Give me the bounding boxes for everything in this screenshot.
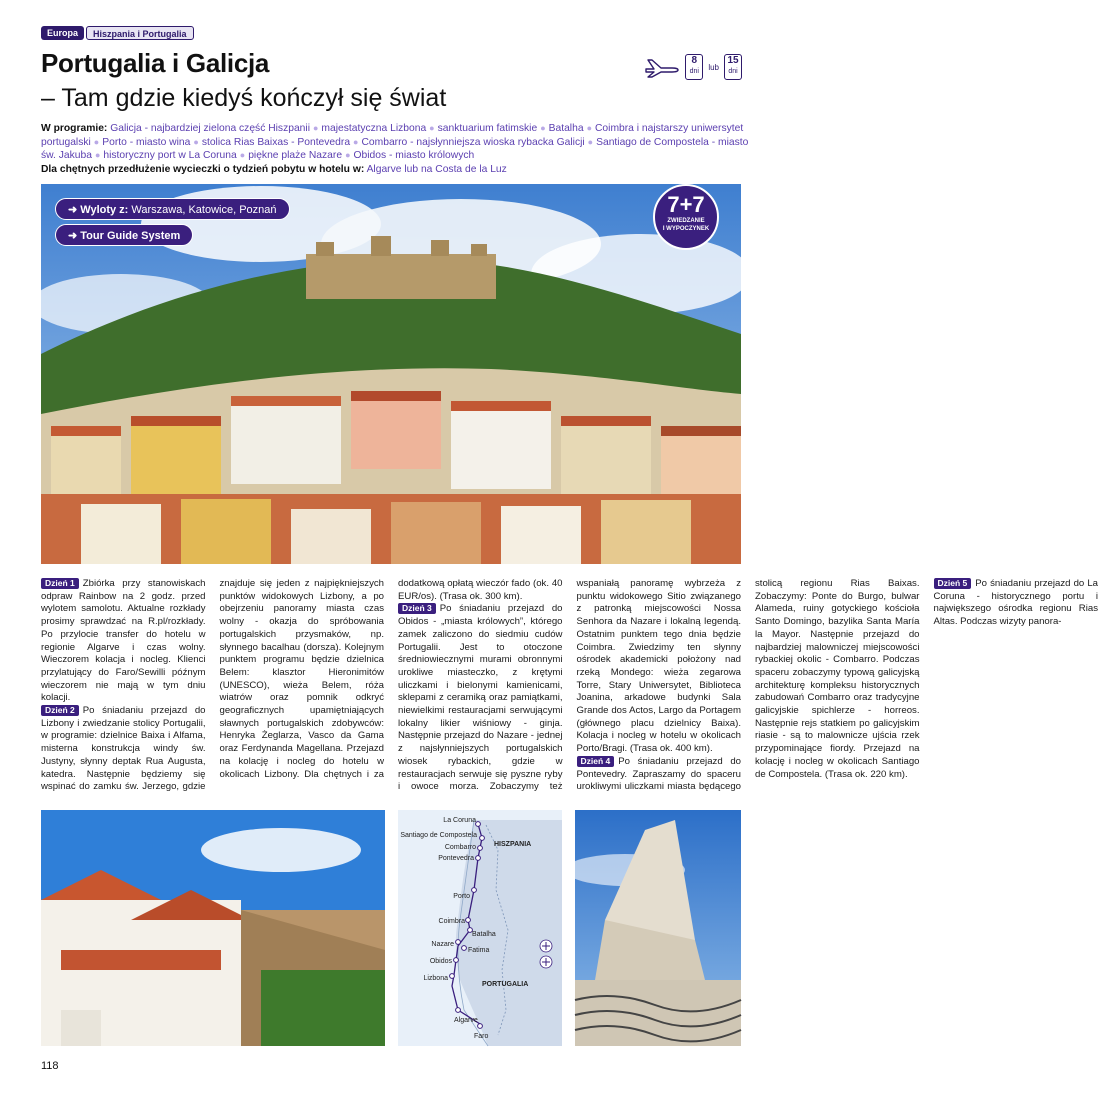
tour-guide-system-pill: ➜ Tour Guide System (55, 224, 193, 246)
map-label-lizbona: Lizbona (423, 975, 448, 982)
program-item: Porto - miasto wina (102, 136, 191, 148)
program-item: piękne plaże Nazare (248, 150, 343, 161)
itinerary-day-4: Dzień 4 Po śniadaniu przejazd do Pontevedry. Zapraszamy do spaceru urokliwymi uliczkami miasta będącego stolicą regionu Rias Baixas. Zobaczymy: Ponte do Burgo, bulwar Alameda, ruiny gotyckiego kościoła Santo Domingo, bazylika Santa María la Mayor. Następnie przejazd do najbardziej malowniczej miejscowości rybackiej okolic - Combarro. Podczas spaceru zobaczymy typową galicyjską architekturę kompleksu historycznych zabudowań Combarro oraz tradycyjne galicyjskie spichlerze - horreos. Następnie rejs statkiem po galicyjskim riasie - są to malownicze ujścia rzek przypominające fiordy. Przejazd na kolację i nocleg w okolicach Santiago de Compostela. (Trasa ok. 220 km). (576, 578, 920, 793)
map-label-faro: Faro (474, 1033, 489, 1040)
route-map-svg (398, 810, 562, 1046)
program-item: Santiago de Compostela - miasto św. Jakuba (41, 136, 749, 161)
itinerary-day-3: Dzień 3 Po śniadaniu przejazd do Obidos - „miasta królowych”, którego zamek zaliczono do siedmiu cudów Portugalii. Jest to otoczone średniowiecznymi murami obronnymi urokliwe miasteczko, z krętymi uliczkami i bielonymi kamienicami, sklepami z ceramiką oraz pamiątkami, niewielkimi restauracjami serwującymi lokalny likier wiśniowy - ginja. Następnie przejazd do Nazare - jednej z najsłynniejszych portugalskich wiosek rybackich, gdzie w restauracjach serwuje się pyszne ryby i owoce morza. Zobaczymy też wspaniałą panoramę wybrzeża z punktu widokowego Sitio związanego z patronką miejscowości Nossa Senhora da Nazare i lokalną legendą. Ostatnim punktem tego dnia będzie Coimbra. Zwiedzimy ten słynny ośrodek akademicki położony nad rzeką Mondego: wieża zegarowa Torre, Stary Uniwersytet, Biblioteca Joanina, arkadowe budynki Sala Grande dos Actos, Largo da Portagem (głównego placu dzielnicy Baixa). Kolacja i nocleg w hotelu w okolicach Porto/Bragi. (Trasa ok. 400 km). (398, 578, 741, 793)
page-title: Portugalia i Galicja (41, 48, 270, 78)
photo-obidos (41, 810, 385, 1046)
page-subtitle: – Tam gdzie kiedyś kończył się świat (41, 84, 447, 112)
airplane-icon (540, 956, 552, 968)
program-item: historyczny port w La Coruna (103, 150, 237, 161)
map-label-coimbra: Coimbra (438, 918, 465, 925)
itinerary-day-2: Dzień 2 Po śniadaniu przejazd do Lizbony i zwiedzanie stolicy Portugalii, w programie: dzielnice Baixa i Alfama, misterna konstrukcja windy św. Justyny, słynny deptak Rua Augusta, katedra. Następnie będziemy się wspinać do zamku św. Jerzego, gdzie znajduje się jeden z najpiękniejszych punktów widokowych Lizbony, a po obejrzeniu panoramy miasta czas wolny - okazja do spróbowania portugalskich przysmaków, np. słynnego bacalhau (dorsza). Kolejnym punktem programu będzie dzielnica Belem: klasztor Hieronimitów (UNESCO), wieża Belem, róża wiatrów oraz pomnik odkryć geograficznych upamiętniających sławnych portugalskich zdobywców: Henryka Żeglarza, Vasco da Gama oraz Ferdynanda Magellana. Przejazd na kolację i nocleg do hotelu w okolicach Lizbony. Dla chętnych i za dodatkową opłatą wieczór fado (ok. 40 EUR/os). (Trasa ok. 300 km). (41, 578, 563, 793)
program-summary: W programie: Galicja - najbardziej zielona część Hiszpanii ● majestatyczna Lizbona ● sanktuarium fatimskie ● Batalha ● Coimbra i najstarszy uniwersytet portugalski ● Porto - miasto wina ● stolica Rias Baixas - Pontevedra ● Combarro - najsłynniejsza wioska rybacka Galicji ● Santiago de Compostela - miasto św. Jakuba ● historyczny port w La Coruna ● piękne plaże Nazare ● Obidos - miasto królowych Dla chętnych przedłużenie wycieczki o tydzień pobytu w hotelu w: Algarve lub na Costa de la Luz (41, 123, 749, 175)
page-number: 118 (41, 1060, 59, 1072)
program-item: Coimbra i najstarszy uniwersytet portugalski (41, 123, 744, 148)
itinerary-text (41, 578, 1098, 802)
map-label-la-coruna: La Coruna (443, 817, 476, 824)
map-label-spain: HISZPANIA (494, 841, 532, 848)
breadcrumb (41, 26, 194, 40)
duration-or: lub (708, 62, 719, 72)
map-label-nazare: Nazare (431, 941, 454, 948)
program-item: Combarro - najsłynniejsza wioska rybacka Galicji (361, 136, 585, 148)
map-label-fatima: Fatima (468, 947, 490, 954)
map-label-batalha: Batalha (472, 931, 496, 938)
program-item: majestatyczna Lizbona (321, 123, 427, 134)
departure-cities-pill: ➜ Wyloty z: Warszawa, Katowice, Poznań (55, 198, 290, 220)
map-label-portugal: PORTUGALIA (482, 981, 529, 988)
itinerary-day-5: Dzień 5 Po śniadaniu przejazd do La Coruna - historycznego portu i największego ośrodka regionu Rias Altas. Podczas wizyty panora- (933, 578, 1098, 628)
route-map (398, 810, 562, 1046)
extension-value: Algarve lub na Costa de la Luz (366, 163, 507, 175)
program-item: Obidos - miasto królowych (353, 150, 475, 161)
program-item: Batalha (548, 123, 584, 134)
hero-photo-lisbon (41, 184, 741, 564)
map-label-pontevedra: Pontevedra (438, 855, 474, 862)
duration-8-days: 8 dni (685, 54, 703, 80)
breadcrumb-spain-portugal[interactable]: Hiszpania i Portugalia (86, 26, 194, 40)
airplane-icon (540, 940, 552, 952)
duration-box (644, 54, 742, 80)
program-label: W programie: (41, 123, 108, 134)
itinerary-day-1: Dzień 1 Zbiórka przy stanowiskach odpraw Rainbow na 2 godz. przed wylotem samolotu. Aktualne rozkłady prosimy sprawdzać na R.pl/rozkłady. Po przylocie transfer do hotelu w regionie Algarve i czas wolny. Wieczorem kolacja i nocleg. Klienci przylatujący do Faro/Sewilli późnym wieczorem nie mają w tym dniu kolacji. (41, 578, 206, 704)
map-label-porto: Porto (453, 893, 470, 900)
extension-label: Dla chętnych przedłużenie wycieczki o tydzień pobytu w hotelu w: (41, 163, 365, 175)
program-item: Galicja - najbardziej zielona część Hiszpanii (110, 123, 310, 134)
breadcrumb-europe[interactable]: Europa (41, 26, 84, 40)
map-label-santiago: Santiago de Compostela (400, 832, 477, 839)
program-item: stolica Rias Baixas - Pontevedra (201, 136, 351, 148)
map-label-combarro: Combarro (444, 844, 476, 851)
duration-15-days: 15 dni (724, 54, 742, 80)
map-label-obidos: Obidos (429, 958, 452, 965)
map-label-algarve: Algarve (454, 1017, 478, 1024)
photo-monument-discoveries (575, 810, 741, 1046)
program-item: sanktuarium fatimskie (437, 123, 538, 134)
airplane-icon (644, 56, 680, 78)
tour-type-badge: 7+7 ZWIEDZANIE I WYPOCZYNEK (653, 184, 719, 250)
